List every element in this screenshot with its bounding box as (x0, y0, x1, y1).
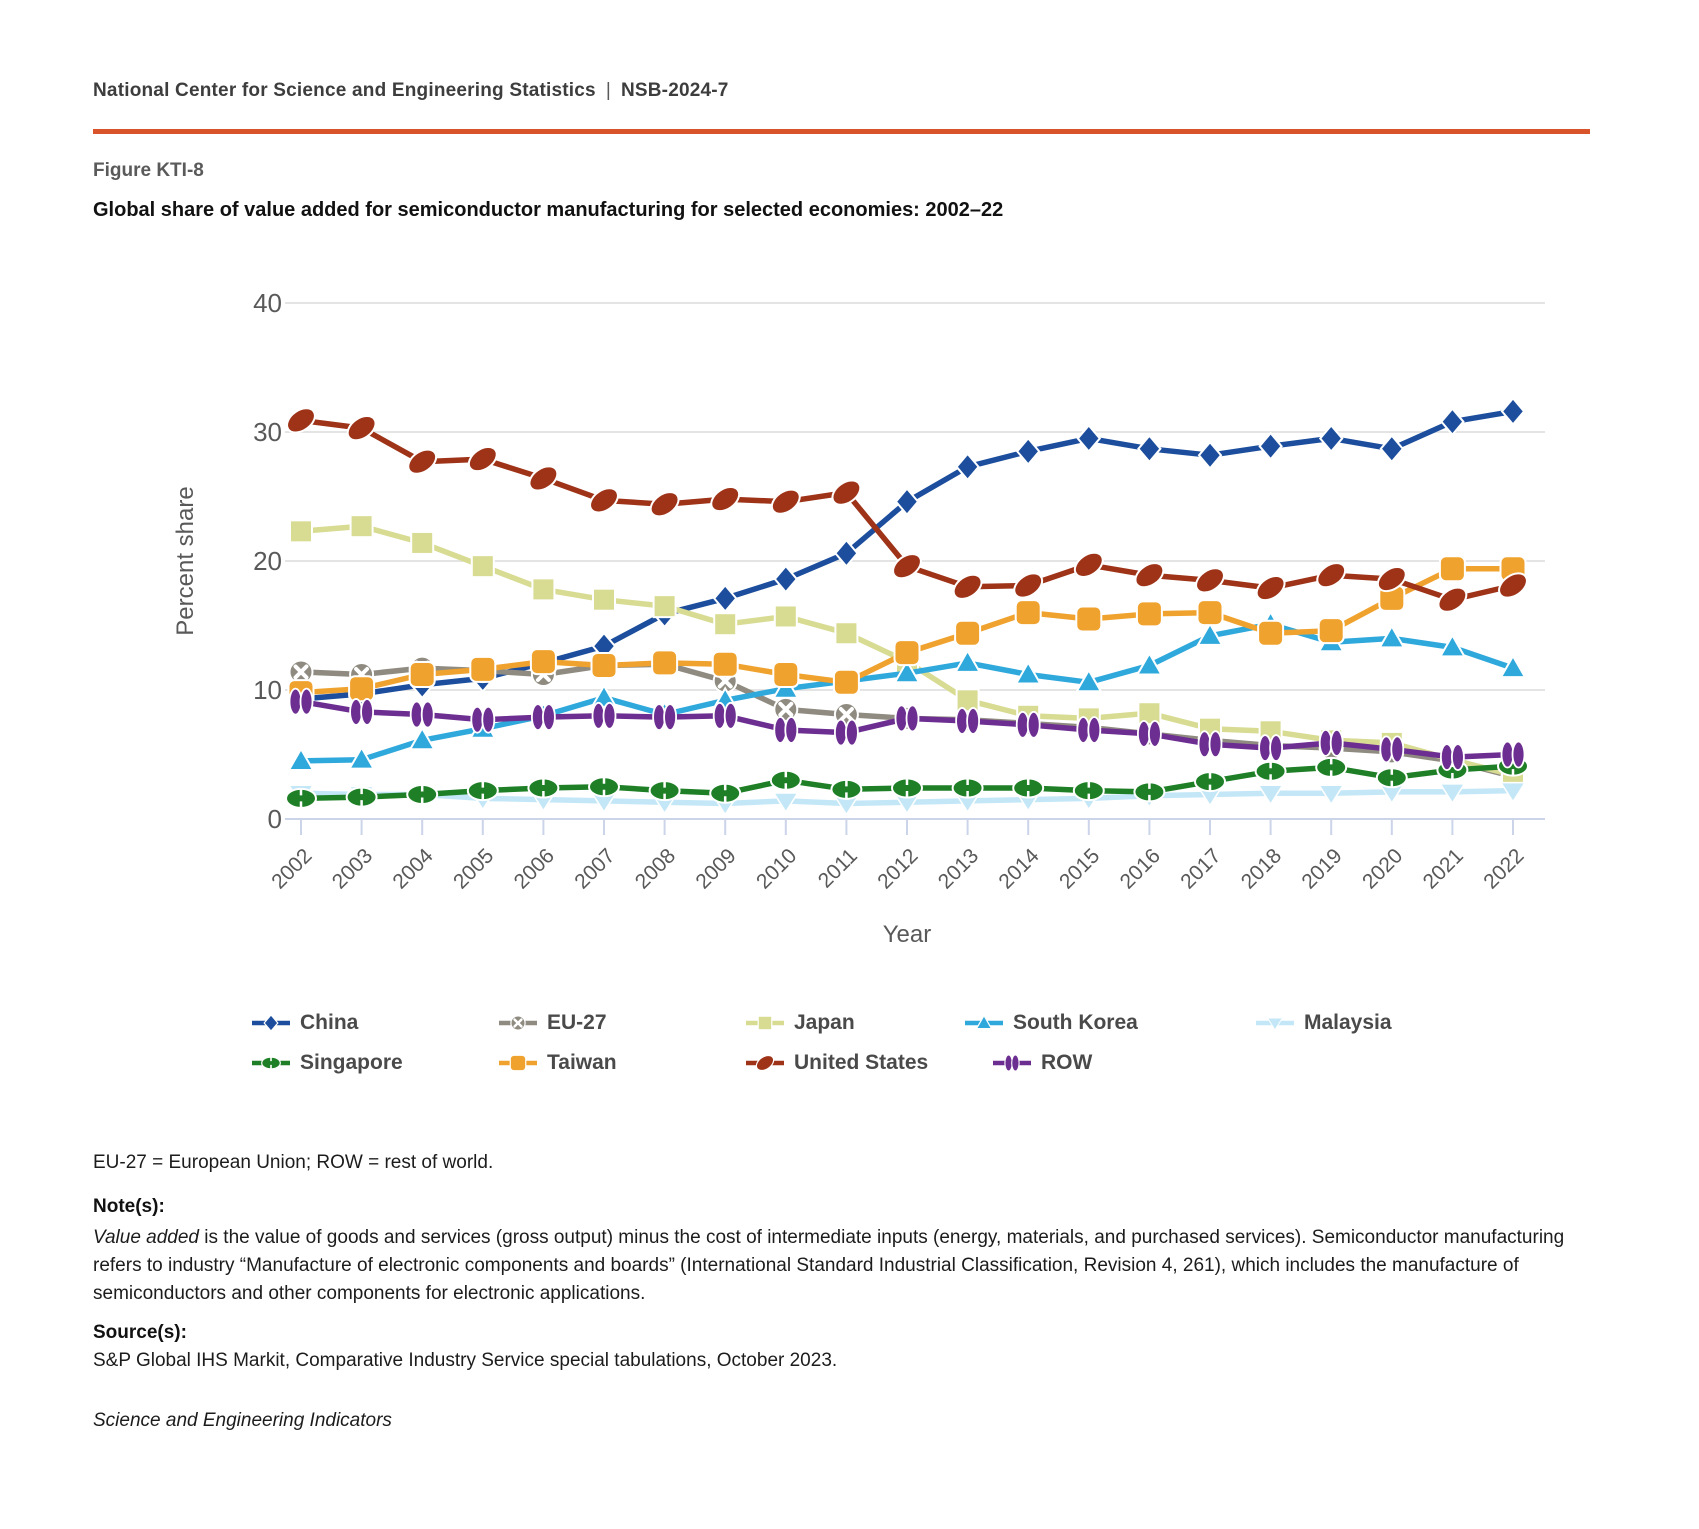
org-name: National Center for Science and Engineering Statistics (93, 80, 596, 101)
x-tick-label: 2009 (691, 844, 741, 894)
legend-label: China (300, 1011, 359, 1034)
abbreviation-note: EU-27 = European Union; ROW = rest of world. (93, 1152, 494, 1173)
y-axis-title: Percent share (172, 486, 199, 636)
x-tick-label: 2019 (1297, 844, 1347, 894)
legend-label: EU-27 (547, 1011, 607, 1034)
legend-swatch-ROW (991, 1048, 1033, 1078)
x-tick-label: 2003 (327, 844, 378, 894)
page-title: Global share of value added for semiconductor manufacturing for selected economies: 2002–22 (93, 199, 1004, 221)
legend-label: Japan (794, 1011, 855, 1034)
chart-canvas (0, 250, 1699, 960)
legend-item-china (250, 1008, 358, 1038)
legend-item-malaysia (1254, 1008, 1392, 1038)
legend-item-taiwan (497, 1048, 617, 1078)
legend-label: ROW (1041, 1051, 1093, 1074)
legend-label: Taiwan (547, 1051, 617, 1074)
source-heading: Source(s): (93, 1322, 187, 1343)
legend-item-eu-27 (497, 1008, 607, 1038)
x-tick-label: 2015 (1055, 844, 1105, 894)
legend-swatch-Japan (744, 1008, 786, 1038)
notes-heading: Note(s): (93, 1196, 165, 1217)
notes-text: is the value of goods and services (gross output) minus the cost of intermediate inputs (energy, materials, and purchased services). Semiconductor manufacturing refers to industry “Manufacture of electronic components and boards” (International Standard Industrial Classification, Revision 4, 261), which includes the manufacture of semiconductors and other components for electronic applications. (93, 1227, 1565, 1304)
x-tick-label: 2022 (1479, 844, 1529, 894)
legend-item-south-korea (963, 1008, 1138, 1038)
source-body: S&P Global IHS Markit, Comparative Industry Service special tabulations, October 2023. (93, 1350, 838, 1371)
x-tick-label: 2008 (630, 844, 681, 894)
legend-item-row (991, 1048, 1092, 1078)
y-tick-label: 0 (267, 804, 282, 834)
x-tick-label: 2013 (933, 844, 984, 894)
x-tick-label: 2016 (1115, 844, 1165, 894)
x-tick-label: 2020 (1358, 844, 1408, 894)
y-tick-label: 40 (253, 288, 282, 318)
legend-label: Singapore (300, 1051, 403, 1074)
legend-swatch-United States (744, 1048, 786, 1078)
x-axis-title: Year (882, 921, 932, 948)
x-tick-label: 2017 (1176, 844, 1226, 894)
legend-item-japan (744, 1008, 855, 1038)
x-tick-label: 2005 (449, 844, 499, 894)
y-tick-label: 20 (253, 546, 282, 576)
header-separator: | (605, 80, 611, 101)
legend-swatch-Taiwan (497, 1048, 539, 1078)
x-tick-label: 2002 (267, 844, 317, 894)
y-tick-label: 30 (253, 417, 282, 447)
report-id: NSB-2024-7 (620, 80, 729, 101)
legend-swatch-Singapore (250, 1048, 292, 1078)
legend-swatch-EU-27 (497, 1008, 539, 1038)
legend-swatch-South Korea (963, 1008, 1005, 1038)
x-tick-label: 2011 (813, 844, 862, 893)
legend-label: South Korea (1013, 1011, 1138, 1034)
x-tick-label: 2012 (873, 844, 923, 894)
legend-item-united-states (744, 1048, 928, 1078)
x-tick-label: 2004 (388, 844, 438, 894)
x-tick-label: 2010 (752, 844, 802, 894)
line-chart (0, 250, 1699, 960)
header-rule (93, 129, 1590, 134)
x-tick-label: 2018 (1236, 844, 1287, 894)
notes-italic-lead: Value added (93, 1227, 200, 1248)
x-tick-label: 2021 (1418, 844, 1468, 894)
notes-body (93, 1224, 1609, 1308)
legend-swatch-China (250, 1008, 292, 1038)
y-tick-label: 10 (253, 675, 282, 705)
x-tick-label: 2014 (994, 844, 1044, 894)
x-tick-label: 2007 (570, 844, 620, 894)
figure-label: Figure KTI-8 (93, 160, 204, 181)
legend-swatch-Malaysia (1254, 1008, 1296, 1038)
legend-label: United States (794, 1051, 929, 1074)
publication-name: Science and Engineering Indicators (93, 1410, 392, 1431)
legend-item-singapore (250, 1048, 403, 1078)
x-tick-label: 2006 (509, 844, 559, 894)
report-header (93, 80, 729, 102)
legend-label: Malaysia (1304, 1011, 1392, 1034)
